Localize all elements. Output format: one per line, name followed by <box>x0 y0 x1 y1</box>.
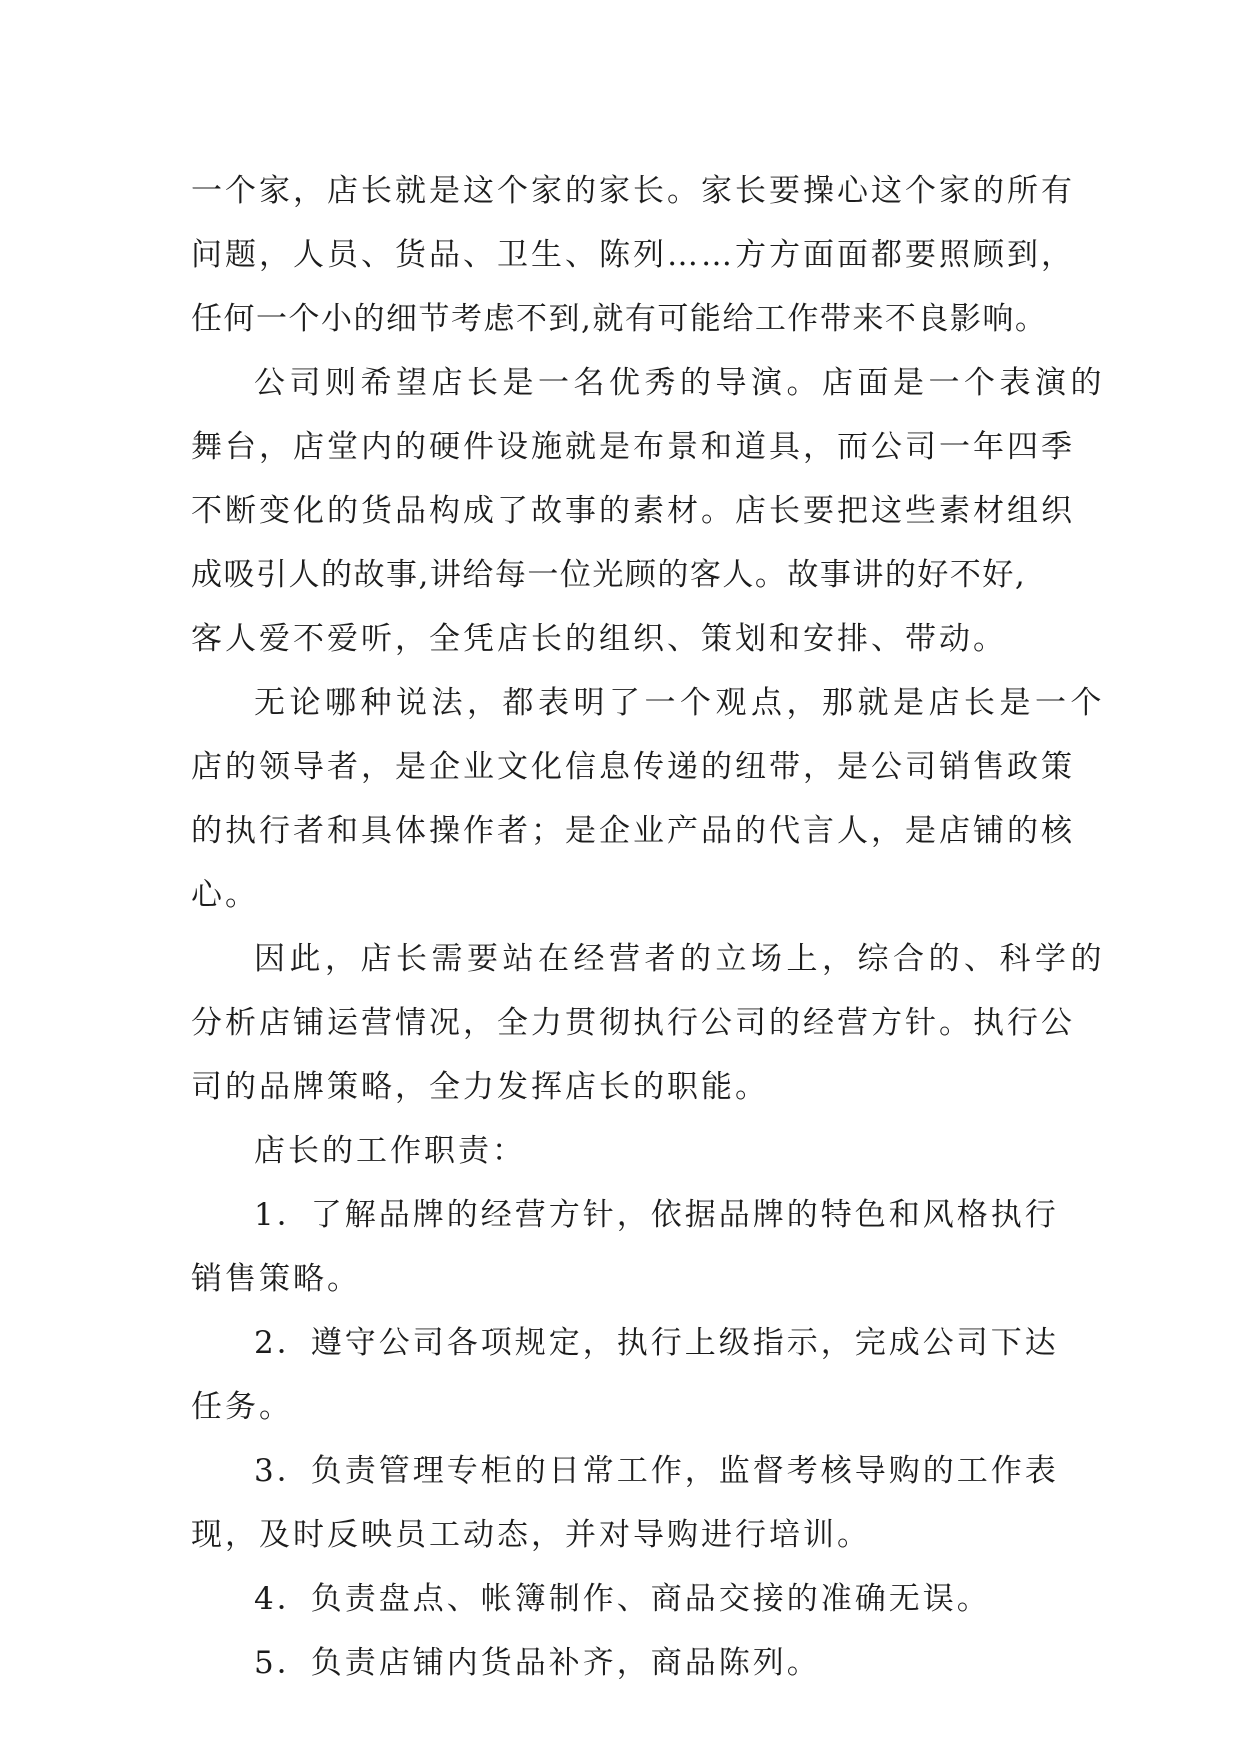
text-line: 的执行者和具体操作者；是企业产品的代言人，是店铺的核 <box>191 813 1075 849</box>
text-line: 公司则希望店长是一名优秀的导演。店面是一个表演的 <box>254 365 1106 401</box>
text-line: 因此，店长需要站在经营者的立场上，综合的、科学的 <box>254 941 1106 977</box>
text-line: 店的领导者，是企业文化信息传递的纽带，是公司销售政策 <box>191 749 1075 785</box>
list-item: 4．负责盘点、帐簿制作、商品交接的准确无误。 <box>254 1581 991 1617</box>
text-line: 客人爱不爱听，全凭店长的组织、策划和安排、带动。 <box>191 621 1007 657</box>
text-line: 成吸引人的故事,讲给每一位光顾的客人。故事讲的好不好, <box>191 557 1027 593</box>
document-body <box>191 159 1106 1695</box>
text-line: 司的品牌策略，全力发挥店长的职能。 <box>191 1069 769 1105</box>
text-line: 现，及时反映员工动态，并对导购进行培训。 <box>191 1517 871 1553</box>
text-line: 无论哪种说法，都表明了一个观点，那就是店长是一个 <box>254 685 1106 721</box>
text-line: 舞台，店堂内的硬件设施就是布景和道具，而公司一年四季 <box>191 429 1075 465</box>
section-heading: 店长的工作职责： <box>254 1133 526 1169</box>
text-line: 问题，人员、货品、卫生、陈列……方方面面都要照顾到， <box>191 237 1075 273</box>
list-item: 1．了解品牌的经营方针，依据品牌的特色和风格执行 <box>254 1197 1059 1233</box>
list-item: 2．遵守公司各项规定，执行上级指示，完成公司下达 <box>254 1325 1059 1361</box>
text-line: 任务。 <box>191 1389 293 1425</box>
text-line: 分析店铺运营情况，全力贯彻执行公司的经营方针。执行公 <box>191 1005 1075 1041</box>
text-line: 销售策略。 <box>191 1261 361 1297</box>
text-line: 任何一个小的细节考虑不到,就有可能给工作带来不良影响。 <box>191 301 1048 337</box>
text-line: 心。 <box>191 877 259 913</box>
list-item: 5．负责店铺内货品补齐，商品陈列。 <box>254 1645 821 1681</box>
text-line: 不断变化的货品构成了故事的素材。店长要把这些素材组织 <box>191 493 1075 529</box>
list-item: 3．负责管理专柜的日常工作，监督考核导购的工作表 <box>254 1453 1059 1489</box>
text-line: 一个家，店长就是这个家的家长。家长要操心这个家的所有 <box>191 173 1075 209</box>
